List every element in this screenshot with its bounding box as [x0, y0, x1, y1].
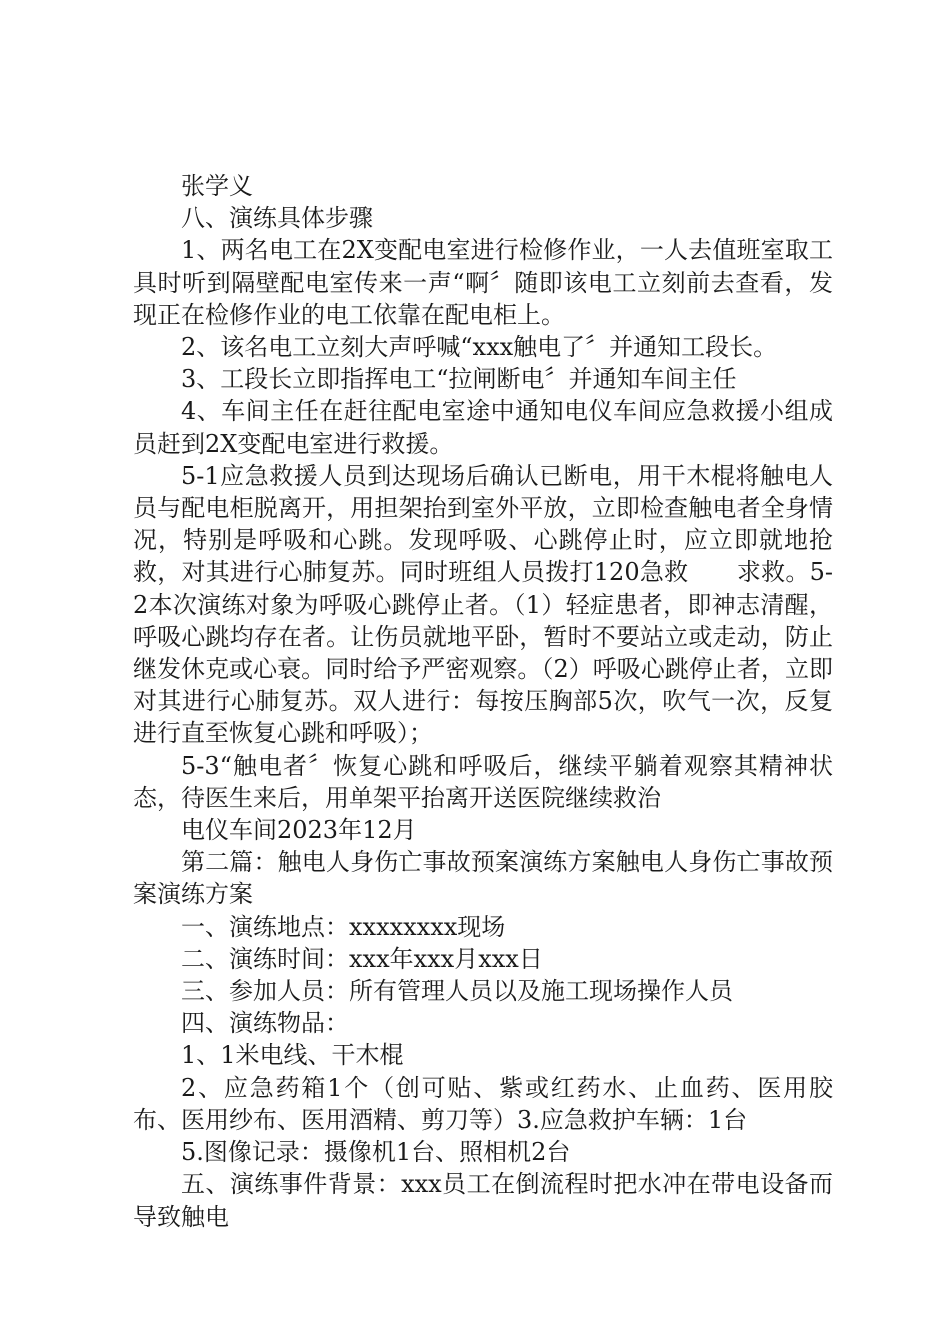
paragraph-step-5-3: 5-3“触电者〞恢复心跳和呼吸后，继续平躺着观察其精神状态，待医生来后，用单架平抬离开送医院继续救治: [133, 751, 833, 812]
section-heading-steps: 八、演练具体步骤: [181, 204, 373, 233]
paragraph-participants: 三、参加人员：所有管理人员以及施工现场操作人员: [181, 977, 733, 1006]
paragraph-location: 一、演练地点：xxxxxxxx现场: [181, 912, 506, 941]
paragraph-time: 二、演练时间：xxx年xxx月xxx日: [181, 944, 543, 973]
paragraph-background: 五、演练事件背景：xxx员工在倒流程时把水冲在带电设备而导致触电: [133, 1170, 833, 1231]
signature-name: 张学义: [181, 172, 253, 200]
paragraph-step-3: 3、工段长立即指挥电工“拉闸断电〞并通知车间主任: [181, 365, 737, 394]
paragraph-step-1: 1、两名电工在2X变配电室进行检修作业，一人去值班室取工具时听到隔壁配电室传来一声“啊〞随即该电工立刻前去查看，发现正在检修作业的电工依靠在配电柜上。: [133, 236, 833, 329]
paragraph-step-4: 4、车间主任在赶往配电室途中通知电仪车间应急救援小组成员赶到2X变配电室进行救援。: [133, 397, 833, 458]
section-title-part-two: 第二篇：触电人身伤亡事故预案演练方案触电人身伤亡事故预案演练方案: [133, 848, 833, 909]
paragraph-step-2: 2、该名电工立刻大声呼喊“xxx触电了〞并通知工段长。: [181, 333, 778, 362]
document-date: 电仪车间2023年12月: [181, 816, 417, 845]
paragraph-materials-heading: 四、演练物品：: [181, 1009, 349, 1038]
paragraph-material-5: 5.图像记录：摄像机1台、照相机2台: [181, 1138, 571, 1167]
paragraph-material-2: 2、应急药箱1个（创可贴、紫或红药水、止血药、医用胶布、医用纱布、医用酒精、剪刀等）3.应急救护车辆：1台: [133, 1073, 833, 1134]
document-body: [133, 170, 833, 1233]
paragraph-material-1: 1、1米电线、干木棍: [181, 1041, 404, 1070]
paragraph-step-5-1: 5-1应急救援人员到达现场后确认已断电，用干木棍将触电人员与配电柜脱离开，用担架抬到室外平放，立即检查触电者全身情况，特别是呼吸和心跳。发现呼吸、心跳停止时，应立即就地抢救，对其进行心肺复苏。同时班组人员拨打120急救 求救。5-2本次演练对象为呼吸心跳停止者。（1）轻症患者，即神志清醒，呼吸心跳均存在者。让伤员就地平卧，暂时不要站立或走动，防止继发休克或心衰。同时给予严密观察。（2）呼吸心跳停止者，立即对其进行心肺复苏。双人进行：每按压胸部5次，吹气一次，反复进行直至恢复心跳和呼吸）；: [133, 461, 833, 748]
